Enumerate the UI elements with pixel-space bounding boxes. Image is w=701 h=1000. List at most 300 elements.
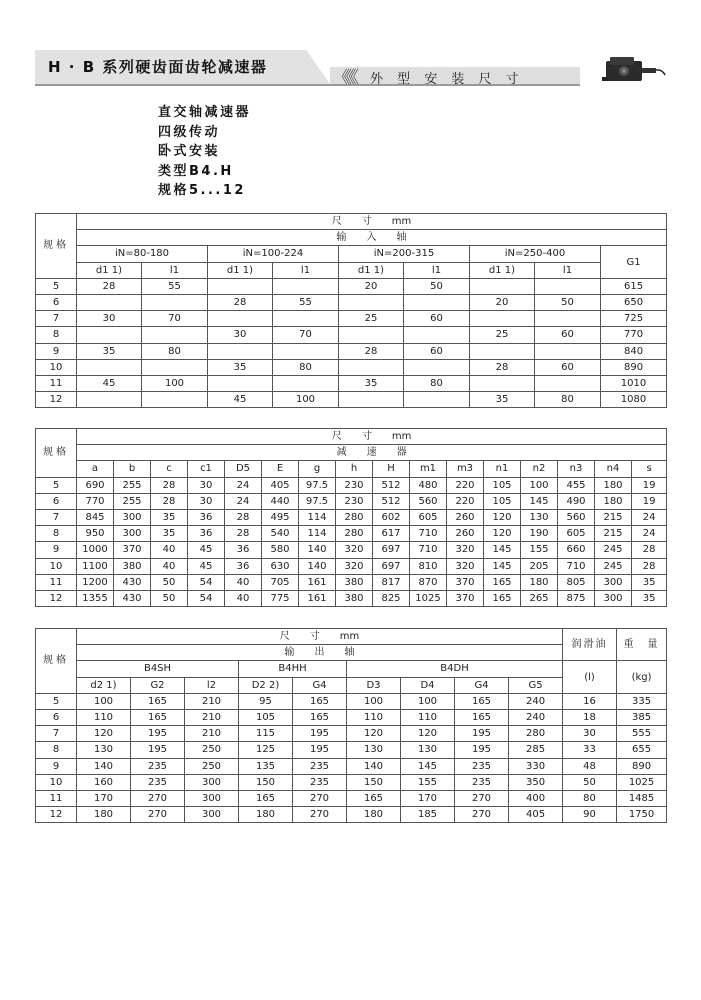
table-cell: 165 [131, 693, 185, 709]
table-cell: 155 [521, 542, 558, 558]
table-cell: 370 [447, 590, 484, 606]
section-title: 减 速 器 [77, 445, 667, 461]
table-cell: 24 [225, 477, 262, 493]
table-cell: 235 [131, 774, 185, 790]
table-cell: 245 [595, 542, 632, 558]
table-row [36, 278, 667, 294]
table-cell: 140 [299, 558, 336, 574]
row-spec-cell: 10 [36, 359, 77, 375]
table-cell: 70 [273, 327, 339, 343]
row-spec-cell: 9 [36, 758, 77, 774]
table-cell: 60 [535, 327, 601, 343]
table-cell: 210 [185, 693, 239, 709]
column-header: c1 [188, 461, 225, 477]
table-cell: 270 [455, 807, 509, 823]
table-cell: 155 [401, 774, 455, 790]
table-cell: 18 [563, 709, 617, 725]
table-cell [339, 294, 404, 310]
table-cell: 28 [632, 558, 667, 574]
table-cell: 1010 [601, 375, 667, 391]
weight-unit: (kg) [617, 661, 667, 693]
intro-line: 直交轴减速器 [158, 105, 252, 120]
row-spec-cell: 12 [36, 590, 77, 606]
table-cell: 650 [601, 294, 667, 310]
table-cell: 140 [347, 758, 401, 774]
table-cell [273, 278, 339, 294]
table-cell: 270 [293, 790, 347, 806]
table-cell: 697 [373, 558, 410, 574]
table-cell: 1080 [601, 392, 667, 408]
table-cell: 260 [447, 526, 484, 542]
table-cell: 560 [558, 509, 595, 525]
table-row [36, 774, 667, 790]
table-cell: 16 [563, 693, 617, 709]
chevron-arrows-icon: 《《《 [333, 68, 355, 88]
table-cell: 770 [601, 327, 667, 343]
column-header: n4 [595, 461, 632, 477]
intro-block [158, 103, 251, 201]
output-shaft-rows [36, 693, 667, 823]
section-title: 输 出 轴 [77, 645, 563, 661]
table-cell: 320 [336, 558, 373, 574]
column-header: m1 [410, 461, 447, 477]
table-row [36, 477, 667, 493]
table-cell: 890 [617, 758, 667, 774]
table-cell: 25 [339, 311, 404, 327]
table-cell: 300 [114, 526, 151, 542]
table-cell: 165 [131, 709, 185, 725]
table-cell: 120 [401, 726, 455, 742]
column-header: l1 [273, 262, 339, 278]
table-cell [273, 343, 339, 359]
intro-line: 四级传动 [158, 124, 221, 140]
table-cell: 100 [521, 477, 558, 493]
table-cell: 697 [373, 542, 410, 558]
table-cell: 630 [262, 558, 299, 574]
input-shaft-rows [36, 278, 667, 408]
table-cell: 270 [131, 807, 185, 823]
table-cell [77, 327, 142, 343]
column-header: n2 [521, 461, 558, 477]
table-cell: 190 [521, 526, 558, 542]
spec-label: 规格 [36, 429, 77, 478]
table-cell: 36 [225, 542, 262, 558]
table-cell: 35 [339, 375, 404, 391]
table-cell: 380 [336, 574, 373, 590]
table-cell: 35 [632, 590, 667, 606]
table-cell [208, 278, 273, 294]
table-cell [535, 278, 601, 294]
column-header: l2 [185, 677, 239, 693]
table-cell: 145 [521, 493, 558, 509]
column-header: l1 [535, 262, 601, 278]
table-cell: 512 [373, 477, 410, 493]
row-spec-cell: 11 [36, 574, 77, 590]
table-cell: 165 [455, 693, 509, 709]
table-cell: 80 [273, 359, 339, 375]
table-cell: 120 [77, 726, 131, 742]
table-row [36, 493, 667, 509]
table-cell: 50 [563, 774, 617, 790]
column-header: H [373, 461, 410, 477]
row-spec-cell: 8 [36, 526, 77, 542]
table-cell: 840 [601, 343, 667, 359]
table-cell: 350 [509, 774, 563, 790]
table-cell: 300 [185, 790, 239, 806]
table-cell: 617 [373, 526, 410, 542]
table-cell: 140 [299, 542, 336, 558]
table-cell: 480 [410, 477, 447, 493]
table-cell: 195 [293, 726, 347, 742]
table-cell: 220 [447, 477, 484, 493]
table-cell: 28 [225, 509, 262, 525]
table-cell [339, 392, 404, 408]
table-cell: 100 [142, 375, 208, 391]
table-cell: 95 [239, 693, 293, 709]
table-cell: 280 [336, 526, 373, 542]
table-cell: 161 [299, 590, 336, 606]
table-cell: 28 [208, 294, 273, 310]
table-cell: 1025 [617, 774, 667, 790]
table-cell: 25 [470, 327, 535, 343]
table-cell: 205 [521, 558, 558, 574]
table-cell: 170 [401, 790, 455, 806]
table-cell: 1485 [617, 790, 667, 806]
table-cell: 35 [77, 343, 142, 359]
table-cell: 250 [185, 758, 239, 774]
table-cell: 540 [262, 526, 299, 542]
column-header: n3 [558, 461, 595, 477]
table-row [36, 327, 667, 343]
table-cell: 270 [455, 790, 509, 806]
table-cell: 114 [299, 509, 336, 525]
table-cell: 370 [114, 542, 151, 558]
column-header: b [114, 461, 151, 477]
table-row [36, 693, 667, 709]
column-header: D4 [401, 677, 455, 693]
table-row [36, 558, 667, 574]
table-cell: 280 [509, 726, 563, 742]
gear-reducer-product-icon [602, 55, 666, 85]
intro-line: 类型B4.H [158, 163, 234, 179]
table-cell: 300 [595, 574, 632, 590]
table-cell: 235 [455, 774, 509, 790]
row-spec-cell: 9 [36, 542, 77, 558]
table-cell: 165 [455, 709, 509, 725]
table-cell: 240 [509, 709, 563, 725]
spec-label: 规格 [36, 629, 77, 694]
row-spec-cell: 9 [36, 343, 77, 359]
table-cell: 195 [293, 742, 347, 758]
table-cell: 19 [632, 477, 667, 493]
table-cell: 770 [77, 493, 114, 509]
row-spec-cell: 12 [36, 807, 77, 823]
table-cell: 165 [347, 790, 401, 806]
table-cell: 300 [185, 774, 239, 790]
table-row [36, 542, 667, 558]
table-cell [535, 311, 601, 327]
table-row [36, 392, 667, 408]
table-cell [470, 311, 535, 327]
table-cell: 33 [563, 742, 617, 758]
table-cell: 235 [131, 758, 185, 774]
table-cell: 150 [239, 774, 293, 790]
table-cell: 165 [293, 693, 347, 709]
row-spec-cell: 7 [36, 311, 77, 327]
table-cell: 950 [77, 526, 114, 542]
table-cell: 255 [114, 493, 151, 509]
table-cell: 80 [142, 343, 208, 359]
dimension-title: 尺 寸 mm [77, 629, 563, 645]
table-cell: 35 [632, 574, 667, 590]
spec-label: 规格 [36, 214, 77, 279]
table-cell: 817 [373, 574, 410, 590]
table-cell: 30 [208, 327, 273, 343]
table-cell: 110 [77, 709, 131, 725]
table-cell: 490 [558, 493, 595, 509]
column-header: h [336, 461, 373, 477]
table-cell: 100 [77, 693, 131, 709]
table-cell: 20 [339, 278, 404, 294]
table-cell: 300 [595, 590, 632, 606]
table-cell: 145 [484, 542, 521, 558]
intro-line: 卧式安装 [158, 144, 221, 159]
table-cell: 180 [77, 807, 131, 823]
table-cell: 70 [142, 311, 208, 327]
row-spec-cell: 12 [36, 392, 77, 408]
table-cell: 605 [410, 509, 447, 525]
g1-header: G1 [601, 246, 667, 278]
column-header: d1 1) [208, 262, 273, 278]
table-cell: 50 [151, 590, 188, 606]
column-header: c [151, 461, 188, 477]
table-cell [404, 392, 470, 408]
table-cell: 320 [447, 542, 484, 558]
table-cell: 28 [632, 542, 667, 558]
table-row [36, 590, 667, 606]
table-cell: 560 [410, 493, 447, 509]
table-cell: 24 [632, 526, 667, 542]
table-cell: 50 [151, 574, 188, 590]
table-cell: 775 [262, 590, 299, 606]
table-cell [470, 375, 535, 391]
table-cell: 440 [262, 493, 299, 509]
table-cell: 300 [185, 807, 239, 823]
table-cell: 30 [563, 726, 617, 742]
table-row [36, 359, 667, 375]
table-cell: 870 [410, 574, 447, 590]
table-cell: 280 [336, 509, 373, 525]
table-cell: 320 [336, 542, 373, 558]
column-header: d1 1) [339, 262, 404, 278]
weight-header: 重 量 [617, 629, 667, 661]
table-cell [470, 278, 535, 294]
group-header-b4sh: B4SH [77, 661, 239, 677]
table-cell: 370 [447, 574, 484, 590]
table-cell: 114 [299, 526, 336, 542]
table-cell: 250 [185, 742, 239, 758]
row-spec-cell: 6 [36, 709, 77, 725]
table-cell [339, 327, 404, 343]
table-cell: 845 [77, 509, 114, 525]
row-spec-cell: 5 [36, 477, 77, 493]
table-cell: 35 [208, 359, 273, 375]
column-header: G4 [455, 677, 509, 693]
table-cell: 430 [114, 590, 151, 606]
table-cell: 380 [114, 558, 151, 574]
table-cell: 20 [470, 294, 535, 310]
table-cell: 35 [470, 392, 535, 408]
ratio-group-header: iN=80-180 [77, 246, 208, 262]
table-cell: 260 [447, 509, 484, 525]
table-cell: 55 [273, 294, 339, 310]
column-header: G5 [509, 677, 563, 693]
table-cell: 100 [401, 693, 455, 709]
table-row [36, 311, 667, 327]
table-cell: 180 [347, 807, 401, 823]
table-cell: 705 [262, 574, 299, 590]
table-cell: 125 [239, 742, 293, 758]
table-cell: 28 [151, 477, 188, 493]
oil-unit: (l) [563, 661, 617, 693]
table-cell: 655 [617, 742, 667, 758]
table-cell: 45 [188, 558, 225, 574]
table-row [36, 526, 667, 542]
oil-header: 润滑油 [563, 629, 617, 661]
table-cell: 380 [336, 590, 373, 606]
column-header: D3 [347, 677, 401, 693]
table-cell: 405 [509, 807, 563, 823]
table-cell: 555 [617, 726, 667, 742]
table-cell: 1355 [77, 590, 114, 606]
table-cell: 28 [77, 278, 142, 294]
table-cell: 60 [535, 359, 601, 375]
table-cell: 195 [131, 742, 185, 758]
column-header: D2 2) [239, 677, 293, 693]
table-cell: 55 [142, 278, 208, 294]
row-spec-cell: 10 [36, 774, 77, 790]
table-cell: 385 [617, 709, 667, 725]
table-cell [535, 343, 601, 359]
table-cell: 710 [410, 542, 447, 558]
table-cell: 180 [595, 493, 632, 509]
table-cell: 875 [558, 590, 595, 606]
table-cell: 35 [151, 509, 188, 525]
table-cell: 161 [299, 574, 336, 590]
table-cell: 140 [77, 758, 131, 774]
table-cell: 80 [535, 392, 601, 408]
page-title: H · B 系列硬齿面齿轮减速器 [48, 58, 268, 76]
table-cell [404, 294, 470, 310]
row-spec-cell: 6 [36, 294, 77, 310]
table-cell: 602 [373, 509, 410, 525]
table-row [36, 574, 667, 590]
table-cell: 210 [185, 709, 239, 725]
table-cell: 110 [347, 709, 401, 725]
table-cell [404, 359, 470, 375]
table-cell: 270 [293, 807, 347, 823]
row-spec-cell: 5 [36, 278, 77, 294]
table-cell: 245 [595, 558, 632, 574]
input-shaft-table [35, 213, 667, 408]
table-cell: 580 [262, 542, 299, 558]
column-header: m3 [447, 461, 484, 477]
table-cell: 40 [225, 574, 262, 590]
table-cell: 60 [404, 311, 470, 327]
dimension-title: 尺 寸 mm [77, 429, 667, 445]
table-cell: 430 [114, 574, 151, 590]
column-header: n1 [484, 461, 521, 477]
table-cell: 30 [77, 311, 142, 327]
table-cell: 28 [339, 343, 404, 359]
table-cell: 240 [509, 693, 563, 709]
table-cell: 97.5 [299, 493, 336, 509]
table-cell: 105 [484, 477, 521, 493]
table-cell: 120 [484, 509, 521, 525]
output-shaft-table [35, 628, 667, 823]
table-cell: 40 [151, 558, 188, 574]
table-cell: 235 [455, 758, 509, 774]
table-cell: 180 [595, 477, 632, 493]
reducer-dimension-table [35, 428, 667, 607]
row-spec-cell: 11 [36, 790, 77, 806]
column-header: a [77, 461, 114, 477]
table-cell: 255 [114, 477, 151, 493]
group-header-b4hh: B4HH [239, 661, 347, 677]
table-cell: 180 [239, 807, 293, 823]
table-cell [273, 375, 339, 391]
row-spec-cell: 5 [36, 693, 77, 709]
table-cell: 130 [401, 742, 455, 758]
column-header: D5 [225, 461, 262, 477]
table-cell: 725 [601, 311, 667, 327]
row-spec-cell: 10 [36, 558, 77, 574]
table-cell: 495 [262, 509, 299, 525]
table-cell: 215 [595, 526, 632, 542]
table-cell [208, 311, 273, 327]
row-spec-cell: 11 [36, 375, 77, 391]
table-cell: 100 [347, 693, 401, 709]
table-cell: 36 [188, 509, 225, 525]
table-row [36, 807, 667, 823]
column-header: d2 1) [77, 677, 131, 693]
table-cell: 210 [185, 726, 239, 742]
table-cell: 1025 [410, 590, 447, 606]
ratio-group-header: iN=100-224 [208, 246, 339, 262]
table-cell: 105 [239, 709, 293, 725]
table-cell: 36 [188, 526, 225, 542]
row-spec-cell: 7 [36, 726, 77, 742]
table-cell: 165 [293, 709, 347, 725]
table-cell: 230 [336, 493, 373, 509]
table-cell: 195 [131, 726, 185, 742]
reducer-rows [36, 477, 667, 607]
table-cell: 50 [535, 294, 601, 310]
table-cell: 120 [347, 726, 401, 742]
table-cell: 130 [521, 509, 558, 525]
table-cell: 1000 [77, 542, 114, 558]
table-cell: 185 [401, 807, 455, 823]
table-cell: 24 [225, 493, 262, 509]
table-cell [142, 392, 208, 408]
table-cell [142, 294, 208, 310]
table-cell: 1100 [77, 558, 114, 574]
table-cell: 120 [484, 526, 521, 542]
table-cell [535, 375, 601, 391]
row-spec-cell: 6 [36, 493, 77, 509]
table-cell: 115 [239, 726, 293, 742]
page-subtitle: 外 型 安 装 尺 寸 [370, 72, 524, 87]
